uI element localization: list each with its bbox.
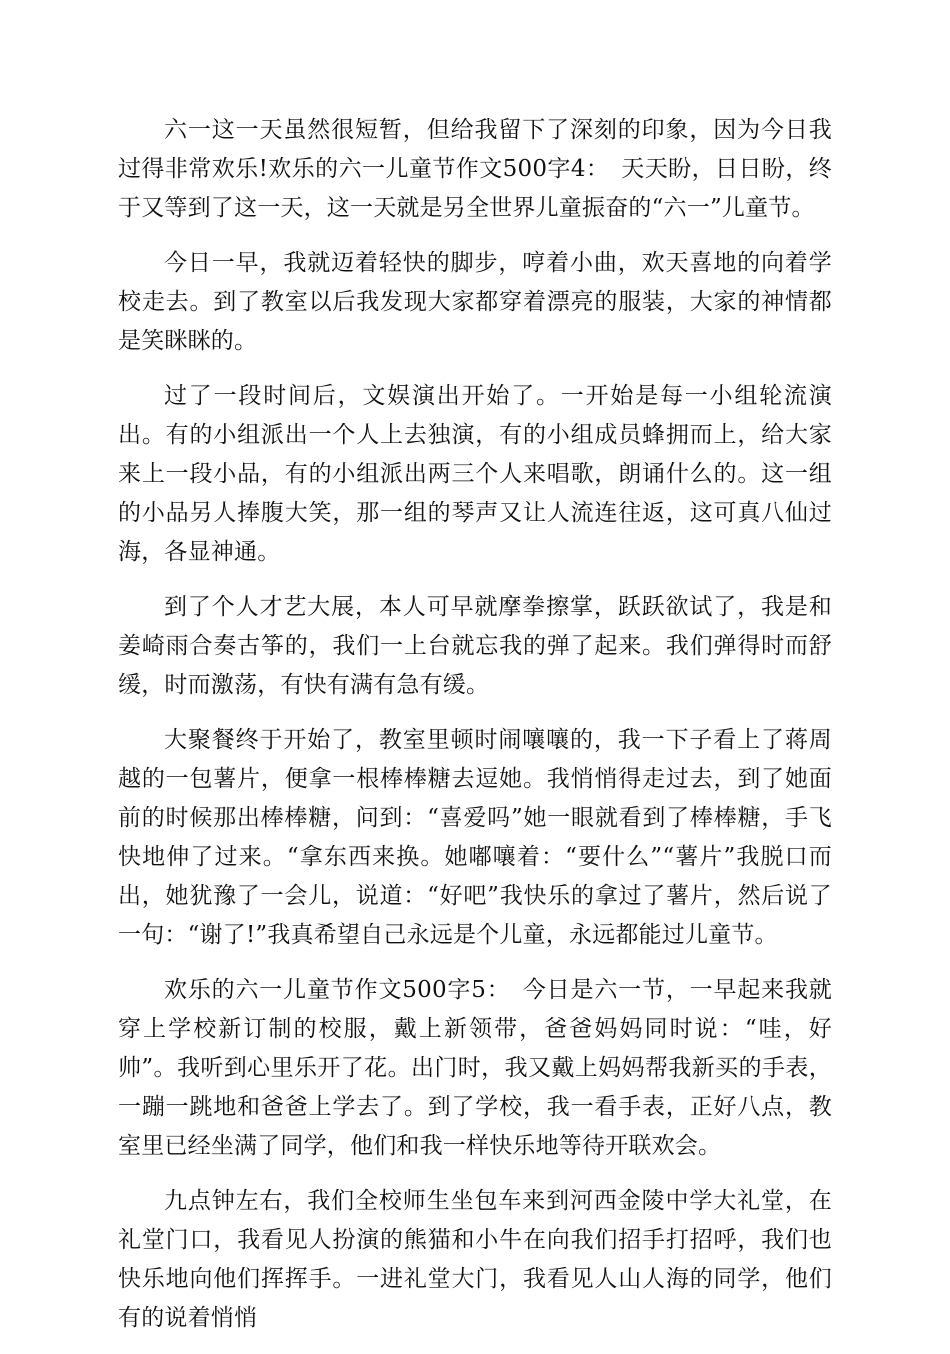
paragraph-6: 欢乐的六一儿童节作文500字5： 今日是六一节，一早起来我就穿上学校新订制的校服，戴上新领带，爸爸妈妈同时说：“哇，好帅”。我听到心里乐开了花。出门时，我又戴上妈妈帮我新买的手表，一蹦一跳地和爸爸上学去了。到了学校，我一看手表，正好八点，教室里已经坐满了同学，他们和我一样快乐地等待开联欢会。 bbox=[118, 977, 832, 1159]
document-body bbox=[118, 111, 832, 1354]
paragraph-7: 九点钟左右，我们全校师生坐包车来到河西金陵中学大礼堂，在礼堂门口，我看见人扮演的熊猫和小牛在向我们招手打招呼，我们也快乐地向他们挥挥手。一进礼堂大门，我看见人山人海的同学，他们有的说着悄悄 bbox=[118, 1188, 832, 1331]
paragraph-1: 六一这一天虽然很短暂，但给我留下了深刻的印象，因为今日我过得非常欢乐!欢乐的六一儿童节作文500字4： 天天盼，日日盼，终于又等到了这一天，这一天就是另全世界儿童振奋的“六一”儿童节。 bbox=[118, 117, 832, 221]
paragraph-5: 大聚餐终于开始了，教室里顿时闹嚷嚷的，我一下子看上了蒋周越的一包薯片，便拿一根棒棒糖去逗她。我悄悄得走过去，到了她面前的时候那出棒棒糖，问到：“喜爱吗”她一眼就看到了棒棒糖，手飞快地伸了过来。“拿东西来换。她嘟嚷着：“要什么”“薯片”我脱口而出，她犹豫了一会儿，说道：“好吧”我快乐的拿过了薯片，然后说了一句：“谢了!”我真希望自己永远是个儿童，永远都能过儿童节。 bbox=[118, 727, 832, 948]
paragraph-2: 今日一早，我就迈着轻快的脚步，哼着小曲，欢天喜地的向着学校走去。到了教室以后我发现大家都穿着漂亮的服装，大家的神情都是笑眯眯的。 bbox=[118, 250, 832, 354]
paragraph-3: 过了一段时间后，文娱演出开始了。一开始是每一小组轮流演出。有的小组派出一个人上去独演，有的小组成员蜂拥而上，给大家来上一段小品，有的小组派出两三个人来唱歌，朗诵什么的。这一组的小品另人捧腹大笑，那一组的琴声又让人流连往返，这可真八仙过海，各显神通。 bbox=[118, 383, 832, 565]
paragraph-4: 到了个人才艺大展，本人可早就摩拳擦掌，跃跃欲试了，我是和姜崎雨合奏古筝的，我们一上台就忘我的弹了起来。我们弹得时而舒缓，时而激荡，有快有满有急有缓。 bbox=[118, 594, 832, 698]
